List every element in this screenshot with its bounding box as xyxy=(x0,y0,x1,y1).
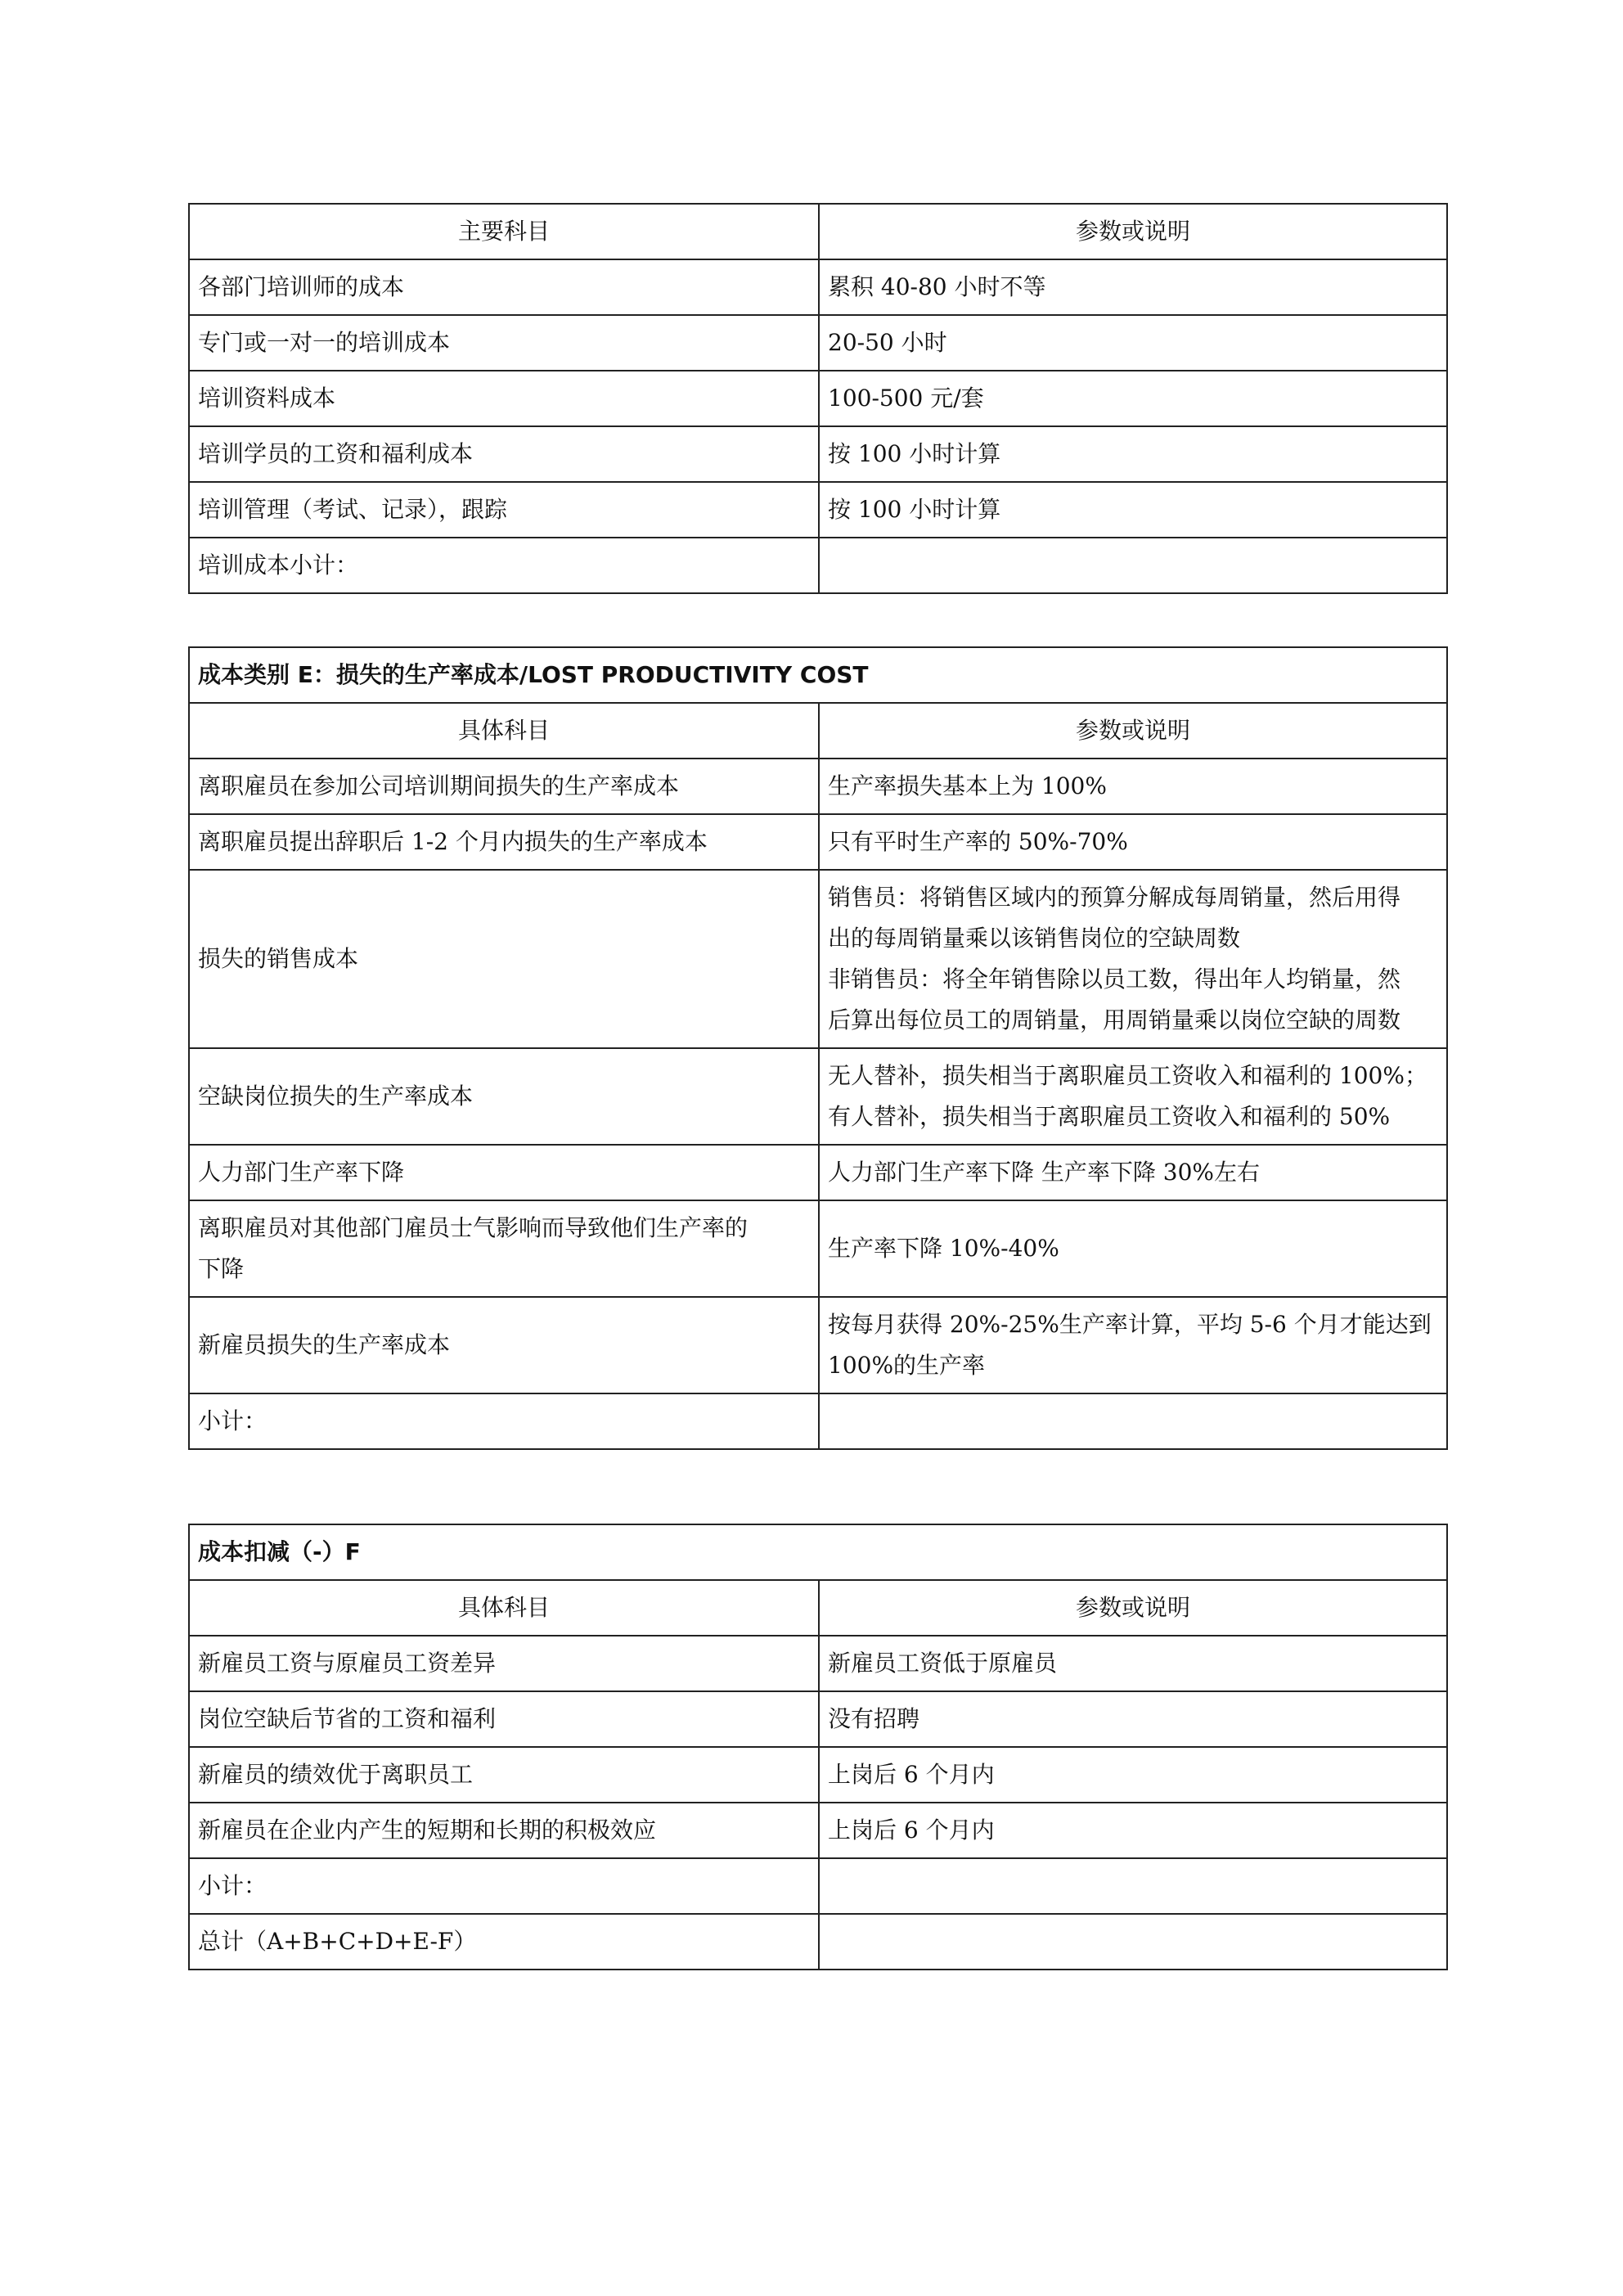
column-header-item: 具体科目 xyxy=(189,703,819,759)
row-item: 新雇员的绩效优于离职员工 xyxy=(189,1747,819,1803)
row-item: 小计： xyxy=(189,1858,819,1914)
column-header-note: 参数或说明 xyxy=(819,204,1447,259)
table-row xyxy=(189,1145,1447,1200)
note-line: 后算出每位员工的周销量，用周销量乘以岗位空缺的周数 xyxy=(828,1006,1401,1033)
row-item: 各部门培训师的成本 xyxy=(189,259,819,315)
note-line: 出的每周销量乘以该销售岗位的空缺周数 xyxy=(828,925,1241,952)
row-note: 生产率下降 10%-40% xyxy=(819,1200,1447,1297)
row-note xyxy=(819,1393,1447,1449)
cost-deduction-table xyxy=(188,1524,1448,1970)
table-header-row xyxy=(189,204,1447,259)
note-line: 销售员：将销售区域内的预算分解成每周销量，然后用得 xyxy=(828,884,1401,911)
table-row xyxy=(189,371,1447,426)
table-row xyxy=(189,426,1447,482)
row-item: 损失的销售成本 xyxy=(189,870,819,1048)
section-title: 成本扣减（-）F xyxy=(189,1524,1447,1580)
section-title-row xyxy=(189,647,1447,703)
row-item: 新雇员损失的生产率成本 xyxy=(189,1297,819,1393)
lost-productivity-table xyxy=(188,646,1448,1450)
section-title: 成本类别 E：损失的生产率成本/LOST PRODUCTIVITY COST xyxy=(189,647,1447,703)
table-row xyxy=(189,1803,1447,1858)
row-note xyxy=(819,1297,1447,1393)
subtotal-row xyxy=(189,1858,1447,1914)
row-note: 累积 40-80 小时不等 xyxy=(819,259,1447,315)
row-item: 岗位空缺后节省的工资和福利 xyxy=(189,1691,819,1747)
row-item: 空缺岗位损失的生产率成本 xyxy=(189,1048,819,1145)
column-header-item: 具体科目 xyxy=(189,1580,819,1636)
table-row xyxy=(189,482,1447,538)
table-row xyxy=(189,1691,1447,1747)
note-line: 100%的生产率 xyxy=(828,1352,986,1379)
note-line: 无人替补，损失相当于离职雇员工资收入和福利的 100%； xyxy=(828,1062,1427,1089)
row-item: 培训资料成本 xyxy=(189,371,819,426)
table-row xyxy=(189,315,1447,371)
row-item: 专门或一对一的培训成本 xyxy=(189,315,819,371)
row-item: 小计： xyxy=(189,1393,819,1449)
row-note xyxy=(819,1914,1447,1970)
row-note: 没有招聘 xyxy=(819,1691,1447,1747)
total-row xyxy=(189,1914,1447,1970)
row-item: 离职雇员提出辞职后 1-2 个月内损失的生产率成本 xyxy=(189,814,819,870)
row-item: 离职雇员在参加公司培训期间损失的生产率成本 xyxy=(189,759,819,814)
table-row xyxy=(189,1200,1447,1297)
subtotal-row xyxy=(189,538,1447,593)
column-header-item: 主要科目 xyxy=(189,204,819,259)
table-row xyxy=(189,814,1447,870)
row-item: 新雇员工资与原雇员工资差异 xyxy=(189,1636,819,1691)
table-row xyxy=(189,1636,1447,1691)
row-note xyxy=(819,538,1447,593)
item-line: 离职雇员对其他部门雇员士气影响而导致他们生产率的 xyxy=(198,1214,749,1241)
row-note: 按 100 小时计算 xyxy=(819,426,1447,482)
section-title-row xyxy=(189,1524,1447,1580)
column-header-note: 参数或说明 xyxy=(819,703,1447,759)
row-note: 100-500 元/套 xyxy=(819,371,1447,426)
row-note xyxy=(819,1048,1447,1145)
row-item: 培训成本小计： xyxy=(189,538,819,593)
row-note xyxy=(819,1858,1447,1914)
row-note: 20-50 小时 xyxy=(819,315,1447,371)
table-row xyxy=(189,259,1447,315)
row-note: 上岗后 6 个月内 xyxy=(819,1803,1447,1858)
item-line: 下降 xyxy=(198,1255,245,1282)
row-note: 人力部门生产率下降 生产率下降 30%左右 xyxy=(819,1145,1447,1200)
row-item xyxy=(189,1200,819,1297)
subtotal-row xyxy=(189,1393,1447,1449)
table-row xyxy=(189,759,1447,814)
row-item: 新雇员在企业内产生的短期和长期的积极效应 xyxy=(189,1803,819,1858)
row-item: 人力部门生产率下降 xyxy=(189,1145,819,1200)
table-row xyxy=(189,1048,1447,1145)
row-note: 按 100 小时计算 xyxy=(819,482,1447,538)
row-note: 新雇员工资低于原雇员 xyxy=(819,1636,1447,1691)
row-note: 上岗后 6 个月内 xyxy=(819,1747,1447,1803)
note-line: 按每月获得 20%-25%生产率计算，平均 5-6 个月才能达到 xyxy=(828,1311,1432,1338)
table-row xyxy=(189,1747,1447,1803)
row-item: 培训学员的工资和福利成本 xyxy=(189,426,819,482)
column-header-note: 参数或说明 xyxy=(819,1580,1447,1636)
table-row xyxy=(189,870,1447,1048)
table-header-row xyxy=(189,1580,1447,1636)
row-item: 培训管理（考试、记录），跟踪 xyxy=(189,482,819,538)
training-cost-table xyxy=(188,203,1448,594)
row-note: 生产率损失基本上为 100% xyxy=(819,759,1447,814)
table-header-row xyxy=(189,703,1447,759)
row-note: 只有平时生产率的 50%-70% xyxy=(819,814,1447,870)
note-line: 非销售员：将全年销售除以员工数，得出年人均销量，然 xyxy=(828,966,1401,993)
row-item: 总计（A+B+C+D+E-F） xyxy=(189,1914,819,1970)
note-line: 有人替补，损失相当于离职雇员工资收入和福利的 50% xyxy=(828,1103,1391,1130)
row-note xyxy=(819,870,1447,1048)
table-row xyxy=(189,1297,1447,1393)
